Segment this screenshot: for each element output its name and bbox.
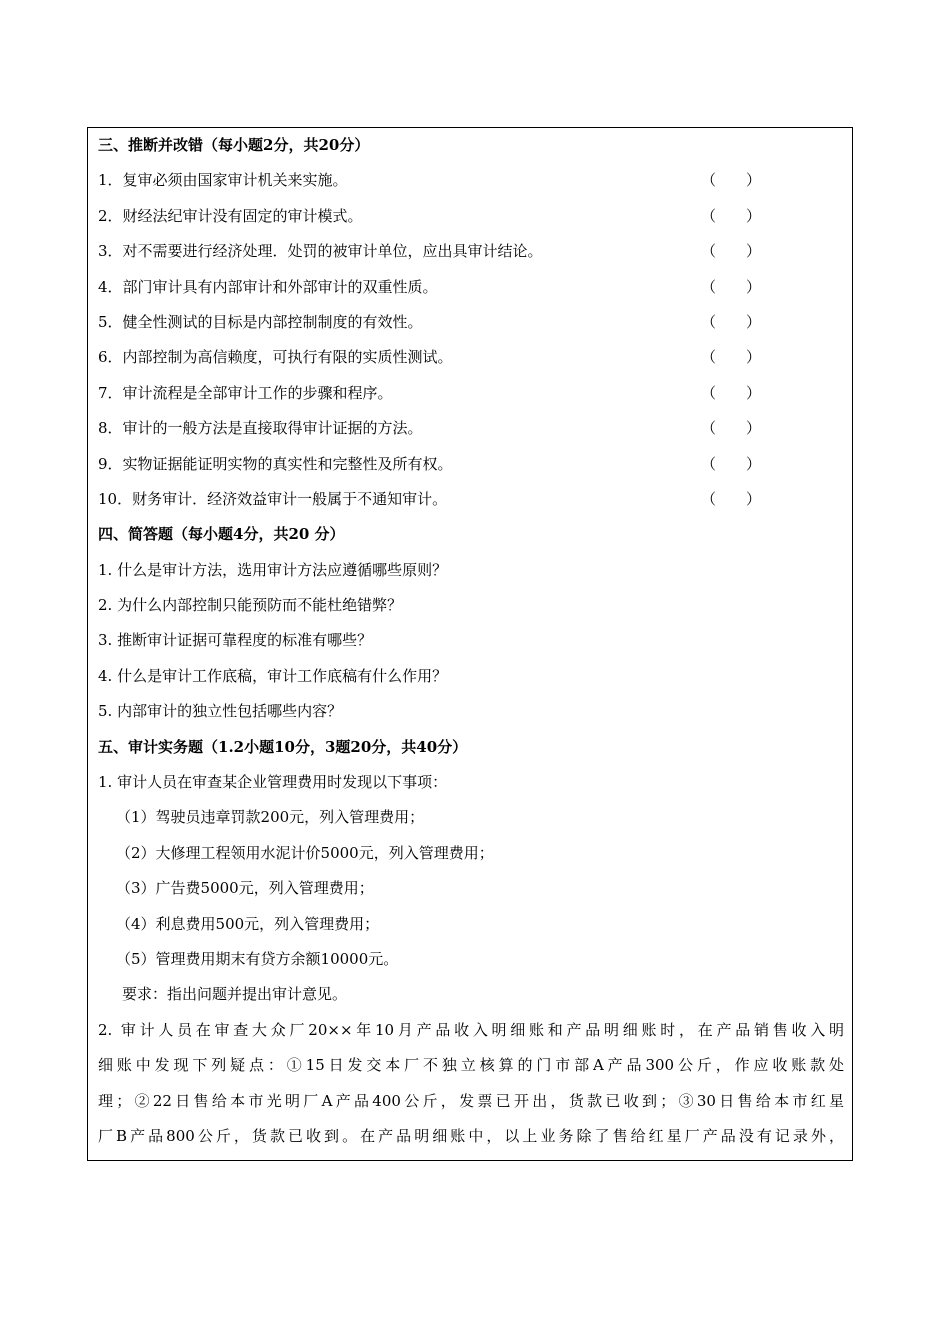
question-1-item: （1）驾驶员违章罚款200元，列入管理费用； xyxy=(116,808,425,827)
exam-table xyxy=(87,127,853,1161)
section-3-item xyxy=(98,411,848,446)
section-5-heading: 五、审计实务题（1.2小题10分，3题20分，共40分） xyxy=(98,737,468,756)
answer-parentheses[interactable]: （ ） xyxy=(701,277,762,296)
section-3-item-text: 10．财务审计．经济效益审计一般属于不通知审计。 xyxy=(98,489,448,508)
question-1-item: （2）大修理工程领用水泥计价5000元，列入管理费用； xyxy=(116,843,494,862)
section-3-item-text: 8．审计的一般方法是直接取得审计证据的方法。 xyxy=(98,419,423,438)
section-4-item: 3. 推断审计证据可靠程度的标准有哪些？ xyxy=(98,631,373,650)
question-2-line: 理；②22日售给本市光明厂A产品400公斤，发票已开出，货款已收到；③30日售给本市红星 xyxy=(98,1091,844,1110)
question-1-stem: 1. 审计人员在审查某企业管理费用时发现以下事项： xyxy=(98,773,448,792)
answer-parentheses[interactable]: （ ） xyxy=(701,242,762,261)
section-3-item xyxy=(98,340,848,375)
answer-parentheses[interactable]: （ ） xyxy=(701,489,762,508)
answer-parentheses[interactable]: （ ） xyxy=(701,454,762,473)
section-4-heading: 四、简答题（每小题4分，共20 分） xyxy=(98,525,345,544)
section-3-item xyxy=(98,305,848,340)
section-4-item: 4. 什么是审计工作底稿，审计工作底稿有什么作用？ xyxy=(98,666,448,685)
section-3-item-text: 9．实物证据能证明实物的真实性和完整性及所有权。 xyxy=(98,454,453,473)
section-3-item xyxy=(98,163,848,198)
answer-parentheses[interactable]: （ ） xyxy=(701,348,762,367)
answer-parentheses[interactable]: （ ） xyxy=(701,419,762,438)
section-3-item-text: 5．健全性测试的目标是内部控制制度的有效性。 xyxy=(98,312,423,331)
exam-content xyxy=(98,128,848,1154)
question-2-line: 细账中发现下列疑点：①15日发交本厂不独立核算的门市部A产品300公斤，作应收账款处 xyxy=(98,1056,844,1075)
section-3-item xyxy=(98,270,848,305)
question-2-line: 2. 审计人员在审查大众厂20××年10月产品收入明细账和产品明细账时，在产品销售收入明 xyxy=(98,1020,844,1039)
section-3-item-text: 7．审计流程是全部审计工作的步骤和程序。 xyxy=(98,383,393,402)
section-3-heading: 三、推断并改错（每小题2分，共20分） xyxy=(98,136,370,154)
answer-parentheses[interactable]: （ ） xyxy=(701,171,762,190)
section-3-item-text: 2．财经法纪审计没有固定的审计模式。 xyxy=(98,206,363,225)
section-3-item-text: 4．部门审计具有内部审计和外部审计的双重性质。 xyxy=(98,277,438,296)
section-3-item xyxy=(98,447,848,482)
answer-parentheses[interactable]: （ ） xyxy=(701,206,762,225)
section-4-item: 1. 什么是审计方法，选用审计方法应遵循哪些原则？ xyxy=(98,560,448,579)
section-3-item xyxy=(98,234,848,269)
section-3-item xyxy=(98,199,848,234)
question-1-item: （4）利息费用500元，列入管理费用； xyxy=(116,914,380,933)
question-2-line: 厂B产品800公斤，货款已收到。在产品明细账中，以上业务除了售给红星厂产品没有记录外， xyxy=(98,1126,844,1145)
section-3-item xyxy=(98,376,848,411)
section-4-item: 5. 内部审计的独立性包括哪些内容？ xyxy=(98,702,343,721)
answer-parentheses[interactable]: （ ） xyxy=(701,312,762,331)
question-1-item: （5）管理费用期末有贷方余额10000元。 xyxy=(116,949,399,968)
question-1-requirement: 要求：指出问题并提出审计意见。 xyxy=(122,985,348,1004)
question-1-item: （3）广告费5000元，列入管理费用； xyxy=(116,879,374,898)
answer-parentheses[interactable]: （ ） xyxy=(701,383,762,402)
section-3-item-text: 1．复审必须由国家审计机关来实施。 xyxy=(98,171,348,190)
section-3-item-text: 3．对不需要进行经济处理．处罚的被审计单位，应出具审计结论。 xyxy=(98,242,543,261)
section-3-item-text: 6．内部控制为高信赖度，可执行有限的实质性测试。 xyxy=(98,348,453,367)
section-3-item xyxy=(98,482,848,517)
section-4-item: 2. 为什么内部控制只能预防而不能杜绝错弊？ xyxy=(98,596,403,615)
